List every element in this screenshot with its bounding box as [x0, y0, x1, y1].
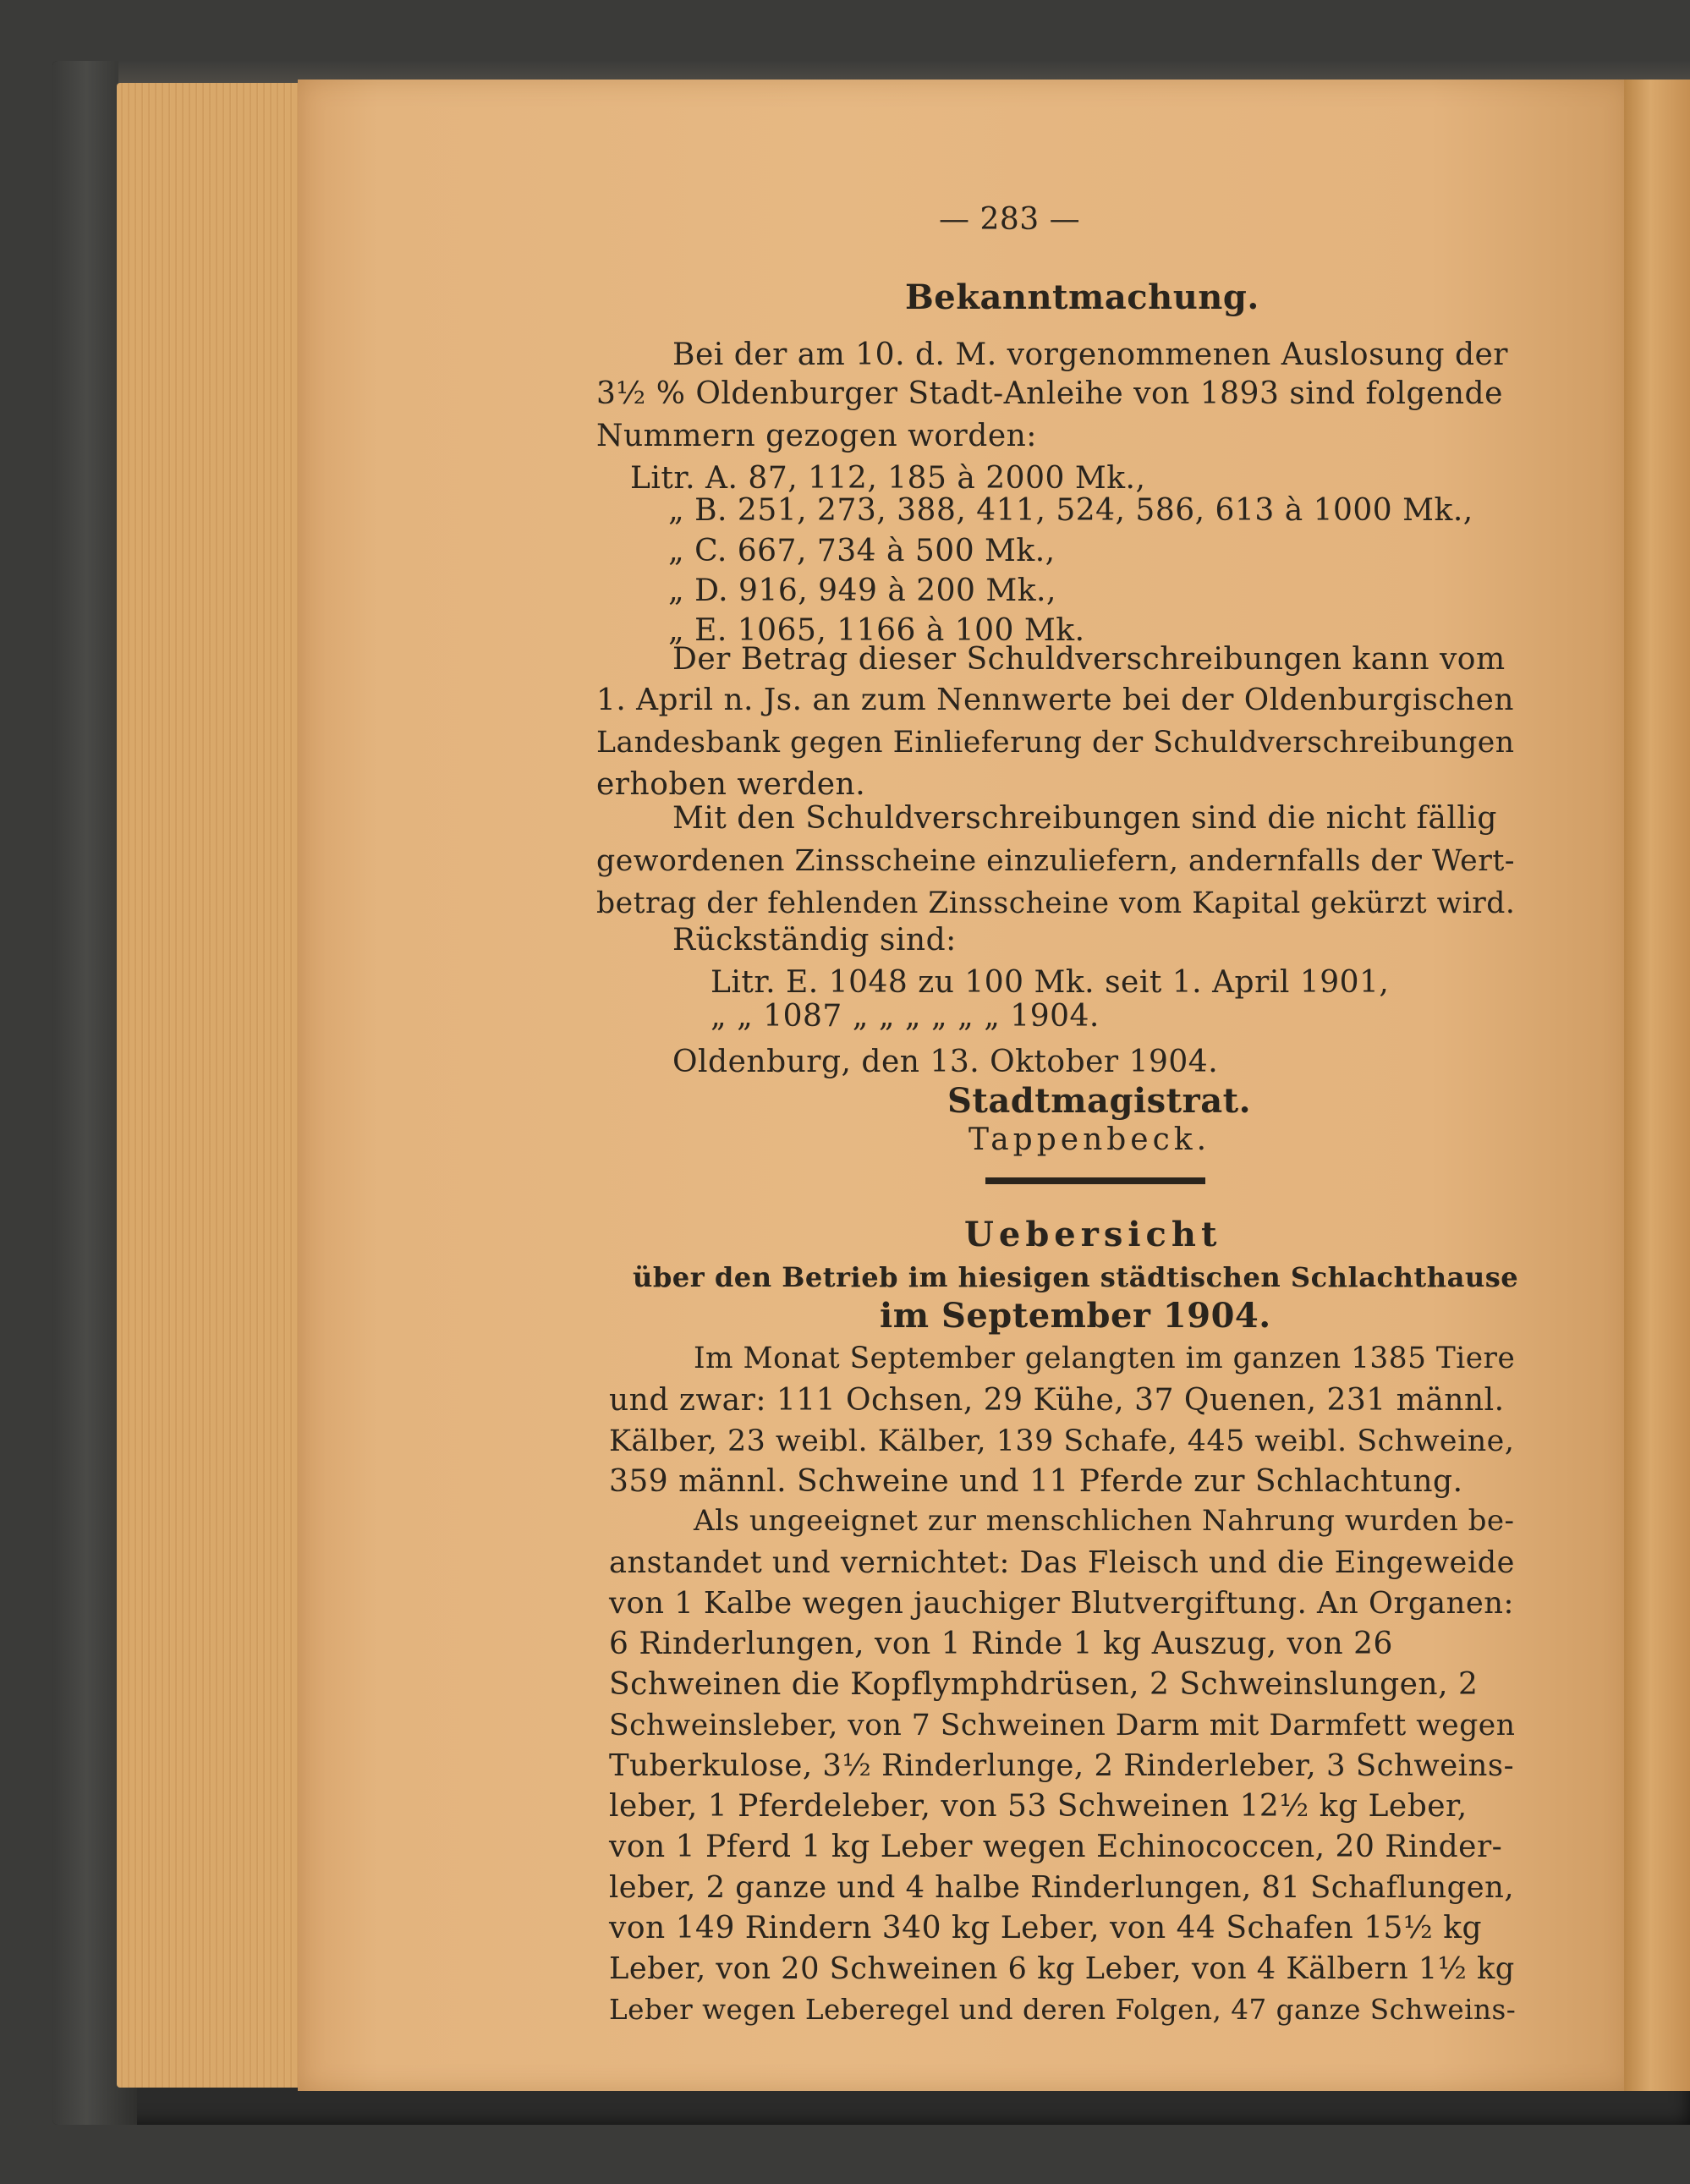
signature: Tappenbeck.	[968, 1122, 1211, 1157]
notice-intro-line: Nummern gezogen worden:	[596, 419, 1037, 453]
outstanding-label: Rückständig sind:	[672, 923, 957, 958]
lot-line: Litr. A. 87, 112, 185 à 2000 Mk.,	[630, 461, 1146, 496]
overview-title: Uebersicht	[964, 1215, 1222, 1254]
overview-paragraph-line: anstandet und vernichtet: Das Fleisch und die Eingeweide	[609, 1545, 1515, 1580]
overview-paragraph-line: leber, 2 ganze und 4 halbe Rinderlungen, 81 Schaflungen,	[609, 1870, 1515, 1905]
overview-paragraph-line: und zwar: 111 Ochsen, 29 Kühe, 37 Quenen, 231 männl.	[609, 1383, 1505, 1418]
section-divider	[985, 1177, 1205, 1184]
notice-paragraph-line: erhoben werden.	[596, 767, 866, 802]
page-number: — 283 —	[939, 202, 1081, 237]
overview-paragraph-line: Als ungeeignet zur menschlichen Nahrung wurden be-	[694, 1504, 1515, 1538]
overview-paragraph-line: Schweinen die Kopflymphdrüsen, 2 Schweinslungen, 2	[609, 1667, 1479, 1702]
notice-paragraph-line: Der Betrag dieser Schuldverschreibungen kann vom	[672, 642, 1506, 677]
overview-paragraph-line: Im Monat September gelangten im ganzen 1385 Tiere	[694, 1342, 1516, 1375]
notice-paragraph-line: gewordenen Zinsscheine einzuliefern, andernfalls der Wert-	[596, 844, 1516, 878]
notice-paragraph-line: betrag der fehlenden Zinsscheine vom Kapital gekürzt wird.	[596, 886, 1516, 920]
notice-title: Bekanntmachung.	[905, 277, 1259, 317]
overview-paragraph-line: von 1 Kalbe wegen jauchiger Blutvergiftung. An Organen:	[609, 1586, 1514, 1621]
overview-paragraph-line: Leber wegen Leberegel und deren Folgen, 47 ganze Schweins-	[609, 1994, 1517, 2026]
overview-paragraph-line: von 1 Pferd 1 kg Leber wegen Echinococcen, 20 Rinder-	[609, 1830, 1503, 1864]
outstanding-line: Litr. E. 1048 zu 100 Mk. seit 1. April 1901,	[711, 965, 1390, 1000]
lot-line: „ E. 1065, 1166 à 100 Mk.	[668, 613, 1085, 648]
outstanding-line: „ „ 1087 „ „ „ „ „ „ 1904.	[711, 999, 1100, 1034]
notice-paragraph-line: 1. April n. Js. an zum Nennwerte bei der Oldenburgischen	[596, 683, 1514, 717]
overview-subtitle: über den Betrieb im hiesigen städtischen Schlachthause	[633, 1261, 1519, 1293]
lot-line: „ B. 251, 273, 388, 411, 524, 586, 613 à 1000 Mk.,	[668, 493, 1473, 528]
overview-paragraph-line: von 149 Rindern 340 kg Leber, von 44 Schafen 15½ kg	[609, 1911, 1483, 1945]
notice-intro-line: 3½ % Oldenburger Stadt-Anleihe von 1893 sind folgende	[596, 376, 1503, 411]
authority: Stadtmagistrat.	[947, 1081, 1252, 1121]
notice-intro-line: Bei der am 10. d. M. vorgenommenen Auslosung der	[672, 337, 1509, 372]
lot-line: „ C. 667, 734 à 500 Mk.,	[668, 534, 1056, 568]
overview-paragraph-line: leber, 1 Pferdeleber, von 53 Schweinen 12½ kg Leber,	[609, 1789, 1468, 1824]
overview-paragraph-line: 6 Rinderlungen, von 1 Rinde 1 kg Auszug, von 26	[609, 1627, 1393, 1661]
lot-line: „ D. 916, 949 à 200 Mk.,	[668, 573, 1056, 608]
overview-subtitle: im September 1904.	[880, 1296, 1271, 1336]
notice-paragraph-line: Mit den Schuldverschreibungen sind die nicht fällig	[672, 801, 1497, 836]
overview-paragraph-line: Leber, von 20 Schweinen 6 kg Leber, von 4 Kälbern 1½ kg	[609, 1951, 1515, 1986]
overview-paragraph-line: 359 männl. Schweine und 11 Pferde zur Schlachtung.	[609, 1464, 1463, 1499]
overview-paragraph-line: Kälber, 23 weibl. Kälber, 139 Schafe, 445 weibl. Schweine,	[609, 1424, 1515, 1458]
notice-paragraph-line: Landesbank gegen Einlieferung der Schuldverschreibungen	[596, 726, 1515, 760]
place-date: Oldenburg, den 13. Oktober 1904.	[672, 1045, 1219, 1079]
overview-paragraph-line: Tuberkulose, 3½ Rinderlunge, 2 Rinderleber, 3 Schweins-	[609, 1748, 1515, 1783]
overview-paragraph-line: Schweinsleber, von 7 Schweinen Darm mit Darmfett wegen	[609, 1709, 1516, 1742]
